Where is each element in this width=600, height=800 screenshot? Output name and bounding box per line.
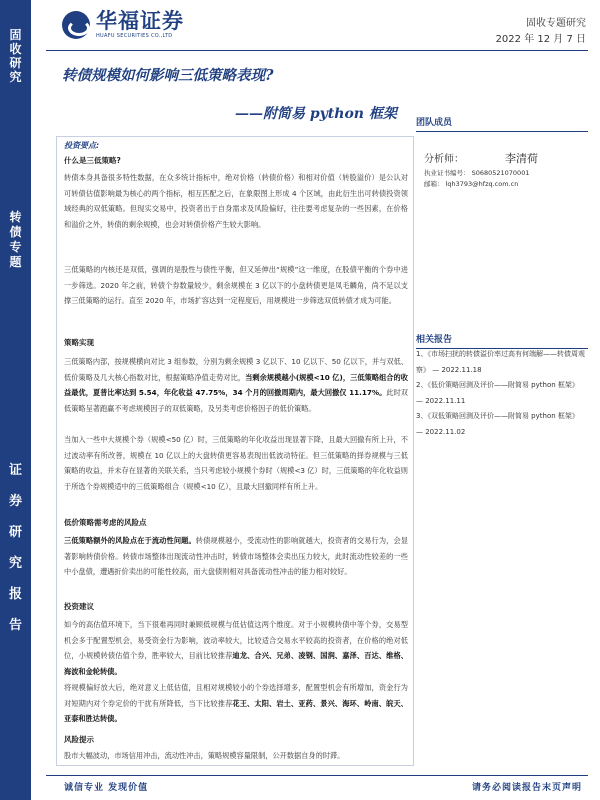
logo-mark-icon: [62, 11, 90, 39]
related-report-item[interactable]: 3、《双低策略回测及评价——附简易 python 框架》 — 2022.11.02: [416, 412, 579, 436]
related-report-item[interactable]: 2、《低价策略回测及评价——附简易 python 框架》 — 2022.11.11: [416, 381, 579, 405]
header-divider: [46, 50, 588, 51]
section-question: 什么是三低策略?: [64, 156, 121, 165]
vchar: 告: [8, 618, 22, 633]
report-subtitle: ——附简易 python 框架: [235, 106, 397, 122]
vchar: 报: [8, 587, 22, 602]
vchar: 研: [8, 525, 22, 540]
related-heading: 相关报告: [416, 332, 588, 349]
vchar: 券: [8, 494, 22, 509]
report-date: 2022 年 12 月 7 日: [495, 34, 586, 45]
highlight-text: 当剩余规模越小(规模<10 亿)，三低策略组合的收益最优，夏普比率达到 5.54，年化收益 47.75%，34 个月的回撤周期内，最大回撤仅 11.17%。: [64, 372, 408, 397]
vchar: 收: [9, 42, 22, 56]
section-heading: 策略实现: [64, 338, 94, 347]
paragraph: [64, 354, 408, 416]
vchar: 研: [9, 56, 22, 70]
analyst-label: 分析师：: [424, 154, 464, 165]
cert-number: S0680521070001: [471, 169, 530, 177]
paragraph: 三低策略的内核还是双低，强调的是股性与债性平衡，但又延伸出“规模”这一维度，在股债平衡的个券中进一步筛选。2020 年之前，转债个券数量较少，剩余规模在 3 亿以下的小盘转债更是凤毛麟角，尚不足以支撑三低策略的运行。直至 2020 年，市场扩容达到一定程度后，用规模进一步筛选双低转债才成为可能。: [64, 265, 408, 305]
email-info: [424, 179, 518, 188]
report-type: 固收专题研究: [526, 18, 586, 29]
vchar: 专: [9, 240, 22, 254]
section-heading: 投资建议: [64, 602, 94, 611]
text-run: 三低策略内部，按规模横向对比 3 组参数，分别为剩余规模 3 亿以下、10 亿以下、50 亿以下，并与双低、低价策略及几大核心指数对比，根据策略净值走势对比，: [64, 357, 408, 382]
text-run: 此时双低策略呈著跑赢不考虑规模因子的双低策略，及另类考虑价格因子的低价策略。: [64, 388, 408, 413]
vchar: 固: [9, 28, 22, 42]
left-vertical-bar: [0, 0, 31, 800]
vchar: 题: [9, 255, 22, 269]
text-run: 将规模偏好放大后，绝对意义上低估值，且相对规模较小的个券选择增多，配置型机会有所增加，资金行为对短期内对个券定价的干扰有所降低，当下比较推荐: [64, 683, 408, 708]
section-heading: 风险提示: [64, 735, 94, 744]
company-name-cn: 华福证券: [96, 8, 184, 33]
paragraph: [64, 680, 408, 727]
vchar: 债: [9, 225, 22, 239]
highlight-text: 三低策略额外的风险点在于流动性问题。: [64, 536, 196, 545]
paragraph: 股市大幅波动，市场信用冲击，流动性冲击，策略规模容量限制，公开数据自身的时滞。: [64, 751, 345, 760]
highlight-text: 迪龙、合兴、兄弟、凌钢、国润、嘉泽、百达、维格、海波和金轮转债。: [64, 651, 408, 676]
cert-info: [424, 168, 529, 177]
email-link[interactable]: lqh3793@hfzq.com.cn: [445, 180, 519, 188]
paragraph: [64, 617, 408, 679]
paragraph: 当加入一些中大规模个券（规模<50 亿）时，三低策略的年化收益出现显著下降，且最大回撤有所上升，不过波动率有所改善，规模在 10 亿以上的大盘转债更容易表现出低波动特征。但三低策略的择券规模与三低策略的收益，并未存在显著的关联关系，当只考虑较小规模个券时（规模<3 亿）时，三低策略的年化收益则于所选个券规模适中的三低策略组合（规模<10 亿），且最大回撤同样有所上升。: [64, 435, 408, 491]
email-label: 邮箱：: [424, 180, 444, 188]
footer-disclaimer: 请务必阅读报告末页声明: [471, 783, 582, 793]
vchar: 究: [8, 556, 22, 571]
section-heading: 低价策略需考虑的风险点: [64, 518, 147, 527]
summary-heading: 投资要点:: [64, 141, 100, 150]
vertical-category-label: [0, 28, 31, 84]
analyst-name: 李清荷: [505, 152, 538, 165]
paragraph: [64, 533, 408, 580]
footer-slogan: 诚信专业 发现价值: [64, 783, 149, 793]
related-report-item[interactable]: 1、《市场扫扰的转债溢价率过高有何端解——转债周观察》 — 2022.11.18: [416, 350, 585, 374]
vchar: 究: [9, 70, 22, 84]
vchar: 转: [9, 210, 22, 224]
team-heading: 团队成员: [416, 115, 588, 132]
company-logo: [62, 10, 184, 39]
highlight-text: 花王、太阳、岩土、亚药、景兴、海环、岭南、皖天、亚泰和胜达转债。: [64, 698, 408, 723]
vertical-topic-label: [0, 210, 31, 270]
text-run: 转债规模越小，受流动性的影响就越大，投资者的交易行为，会显著影响转债价格。转债市场整体出现流动性冲击时，转债市场整体会卖出压力较大，此时流动性较差的一些中小盘债，遭遇折价卖出的可能性较高，而大盘债则相对具备流动性冲击的能力相对较好。: [64, 536, 408, 576]
report-title: 转债规模如何影响三低策略表现?: [62, 67, 274, 84]
footer-divider: [46, 775, 588, 776]
text-run: 如今的高估值环境下，当下很难再同时兼顾低规模与低估值这两个维度。对于小规模转债中等个券，交易型机会多于配置型机会，易受资金行为影响，波动率较大，比较适合交易水平较高的投资者，在价格的绝对低位，小规模转债估值个券，胜率较大，目前比较推荐: [64, 620, 408, 660]
vertical-report-label: [0, 455, 31, 641]
vchar: 证: [8, 463, 22, 478]
company-name-en: HUAFU SECURITIES CO.,LTD: [96, 33, 173, 39]
cert-label: 执业证书编号：: [424, 169, 470, 177]
paragraph: 转债本身具备很多特性数据，在众多统计指标中，绝对价格（转债价格）和相对价值（转股溢价）是公认对可转债估值影响最为核心的两个指标，相互匹配之后，在象限图上形成 4 个区域，由此衍生出可转债投资领域经典的双低策略。但现实交易中，投资者出于自身需求及风险偏好，往往要考虑复杂的一些因素，在价格和溢价之外，转债的剩余规模，也会对转债价格产生较大影响。: [64, 173, 408, 229]
